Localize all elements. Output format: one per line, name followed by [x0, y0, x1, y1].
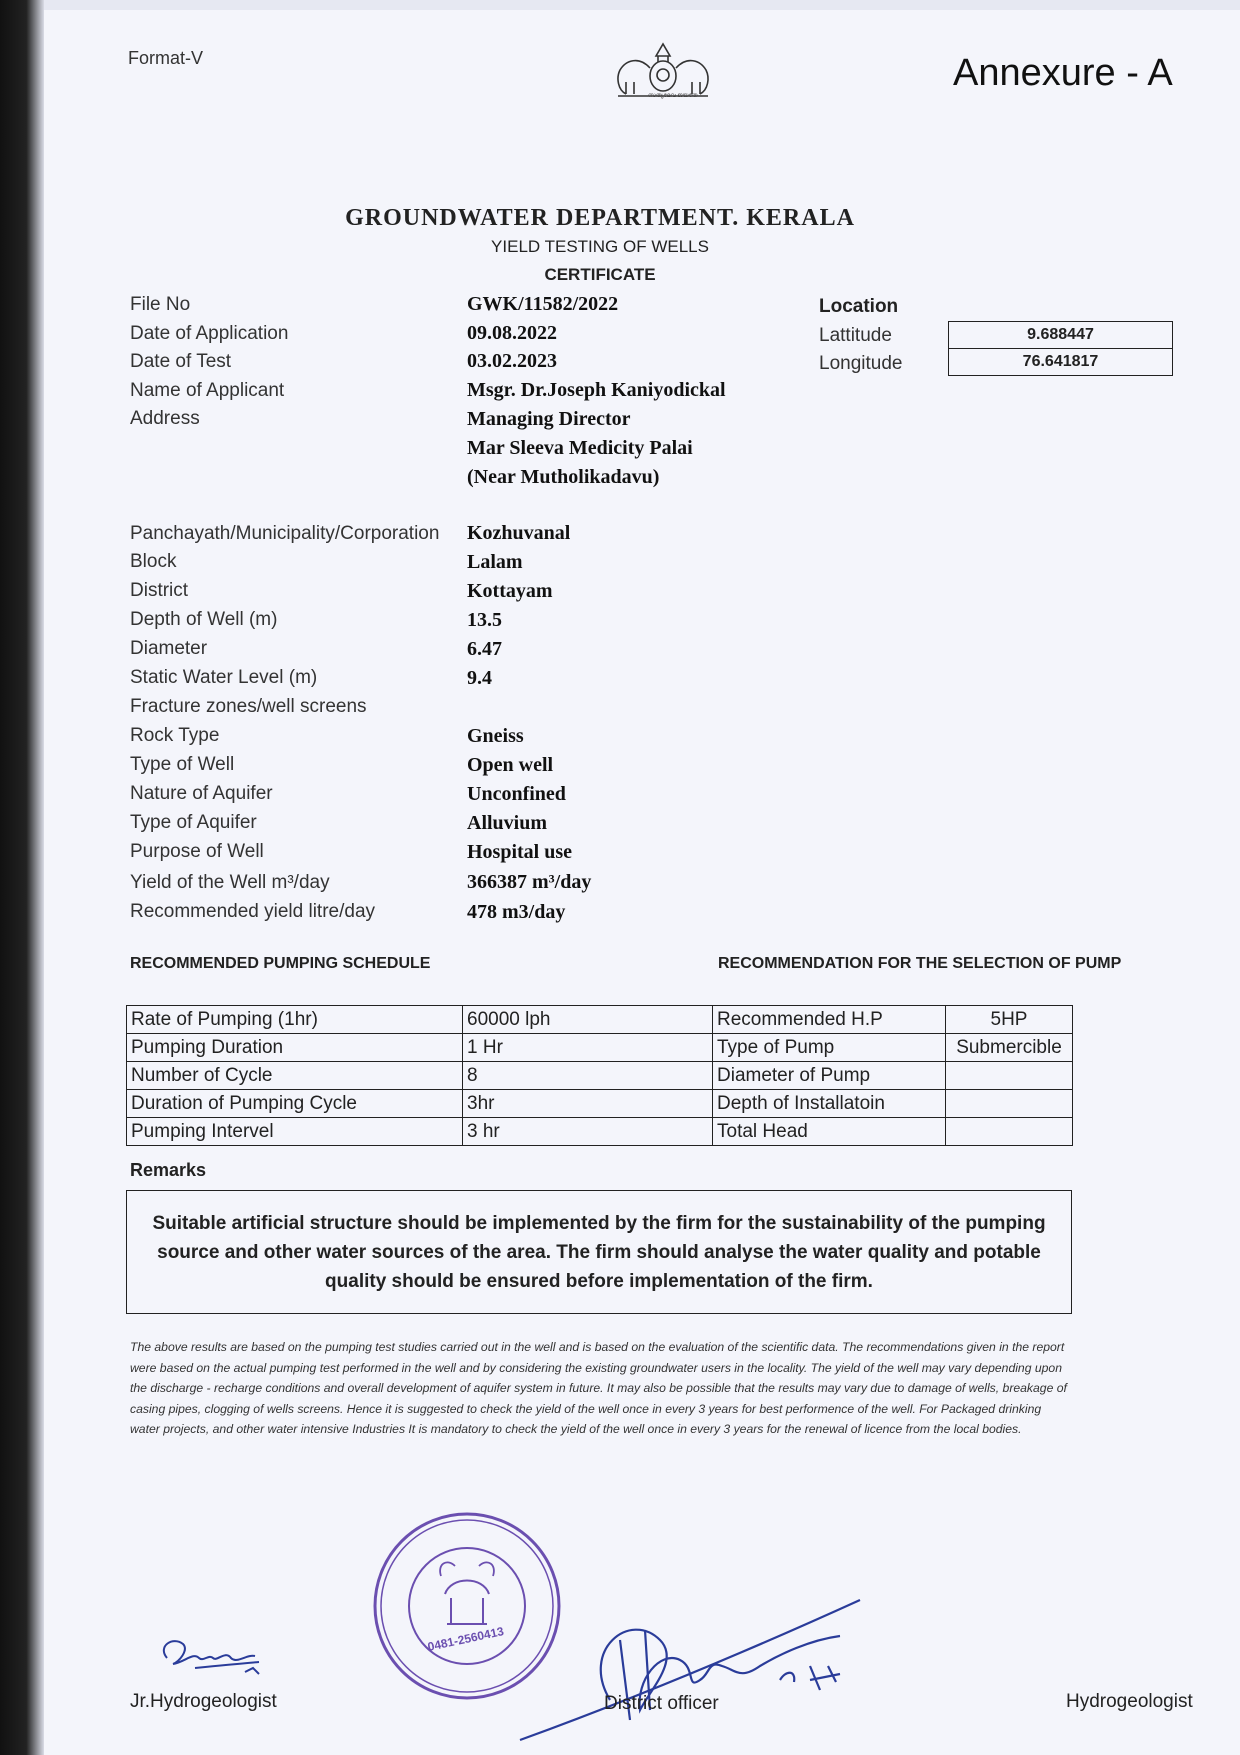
- applicant-name-label: Name of Applicant: [130, 380, 285, 401]
- static-water-level-value: 9.4: [467, 667, 492, 689]
- rock-type-value: Gneiss: [467, 725, 524, 747]
- table-row: [127, 1006, 1073, 1034]
- table-row: [127, 1034, 1073, 1062]
- aquifer-nature-label: Nature of Aquifer: [130, 783, 273, 804]
- fracture-zones-label: Fracture zones/well screens: [130, 696, 367, 717]
- pumping-schedule-heading: RECOMMENDED PUMPING SCHEDULE: [130, 955, 431, 972]
- static-water-level-label: Static Water Level (m): [130, 667, 318, 688]
- recommended-yield-value: 478 m3/day: [467, 901, 566, 923]
- format-label: Format-V: [128, 48, 204, 68]
- location-table: [948, 321, 1173, 376]
- pump-value: Submercible: [946, 1034, 1073, 1062]
- test-date-label: Date of Test: [130, 351, 232, 372]
- pump-label: Total Head: [713, 1118, 946, 1146]
- schedule-value: 1 Hr: [463, 1034, 713, 1062]
- scan-shadow-edge: [0, 0, 44, 1755]
- annexure-label: Annexure - A: [953, 52, 1173, 94]
- schedule-label: Pumping Duration: [127, 1034, 463, 1062]
- latitude-label: Lattitude: [819, 325, 892, 346]
- schedule-value: 60000 lph: [463, 1006, 713, 1034]
- panchayath-label: Panchayath/Municipality/Corporation: [130, 523, 440, 544]
- pump-value: [946, 1062, 1073, 1090]
- kerala-emblem-icon: [604, 38, 722, 104]
- address-line-1: Managing Director: [467, 408, 631, 430]
- diameter-label: Diameter: [130, 638, 208, 659]
- jr-hydrogeologist-label: Jr.Hydrogeologist: [130, 1691, 277, 1712]
- file-no-label: File No: [130, 294, 191, 315]
- pump-value: 5HP: [946, 1006, 1073, 1034]
- footnote-disclaimer: The above results are based on the pumping test studies carried out in the well and is based on the evaluation of the scientific data. The recommendations given in the report were based on the actual pumping test performed in the well and by considering the existing groundwater users in the locality. The yield of the well may vary depending upon the discharge - recharge conditions and overall development of aquifer system in future. It may also be possible that the results may vary due to damage of wells, breakage of casing pipes, clogging of wells screens. Hence it is suggested to check the yield of the well once in every 3 years for best performence of the well. For Packaged drinking water projects, and other water intensive Industries It is mandatory to check the yield of the well once in every 3 years for the renewal of licence from the local bodies.: [130, 1340, 1067, 1436]
- schedule-value: 3hr: [463, 1090, 713, 1118]
- well-depth-value: 13.5: [467, 609, 502, 631]
- emblem-motto: സത്യമേവ ജയതേ: [648, 93, 698, 99]
- rock-type-label: Rock Type: [130, 725, 220, 746]
- stamp-phone: 0481-2560413: [426, 1624, 506, 1654]
- application-date-value: 09.08.2022: [467, 322, 557, 344]
- district-officer-label: District officer: [604, 1693, 719, 1714]
- longitude-value: 76.641817: [949, 349, 1173, 376]
- file-no-value: GWK/11582/2022: [467, 293, 619, 315]
- district-officer-signature: [510, 1570, 890, 1750]
- longitude-label: Longitude: [819, 353, 903, 374]
- pump-value: [946, 1090, 1073, 1118]
- certificate-heading: CERTIFICATE: [544, 265, 656, 284]
- well-yield-value: 366387 m³/day: [467, 871, 592, 893]
- latitude-value: 9.688447: [949, 322, 1173, 349]
- well-purpose-label: Purpose of Well: [130, 841, 264, 862]
- panchayath-value: Kozhuvanal: [467, 522, 571, 544]
- department-title: GROUNDWATER DEPARTMENT. KERALA: [345, 205, 855, 231]
- schedule-label: Rate of Pumping (1hr): [127, 1006, 463, 1034]
- well-type-value: Open well: [467, 754, 554, 776]
- address-label: Address: [130, 408, 200, 429]
- schedule-label: Pumping Intervel: [127, 1118, 463, 1146]
- well-yield-label: Yield of the Well m³/day: [130, 872, 330, 893]
- pump-label: Depth of Installatoin: [713, 1090, 946, 1118]
- schedule-label: Number of Cycle: [127, 1062, 463, 1090]
- hydrogeologist-label: Hydrogeologist: [1066, 1691, 1193, 1712]
- well-type-label: Type of Well: [130, 754, 235, 775]
- pump-label: Diameter of Pump: [713, 1062, 946, 1090]
- remarks-text: Suitable artificial structure should be implemented by the firm for the sustainability of the pumping source and other water sources of the area. The firm should analyse the water quality and potable quality should be ensured before implementation of the firm.: [152, 1212, 1046, 1292]
- applicant-name-value: Msgr. Dr.Joseph Kaniyodickal: [467, 379, 726, 401]
- table-row: [127, 1118, 1073, 1146]
- pump-value: [946, 1118, 1073, 1146]
- application-date-label: Date of Application: [130, 323, 289, 344]
- address-line-3: (Near Mutholikadavu): [467, 466, 660, 488]
- table-row: [127, 1062, 1073, 1090]
- diameter-value: 6.47: [467, 638, 502, 660]
- schedule-label: Duration of Pumping Cycle: [127, 1090, 463, 1118]
- test-date-value: 03.02.2023: [467, 350, 557, 372]
- certificate-subtitle: YIELD TESTING OF WELLS: [491, 237, 709, 256]
- pumping-schedule-table: [126, 1005, 1073, 1146]
- address-line-2: Mar Sleeva Medicity Palai: [467, 437, 693, 459]
- pump-selection-heading: RECOMMENDATION FOR THE SELECTION OF PUMP: [718, 955, 1122, 972]
- pump-label: Recommended H.P: [713, 1006, 946, 1034]
- block-value: Lalam: [467, 551, 523, 573]
- district-label: District: [130, 580, 189, 601]
- block-label: Block: [130, 551, 177, 572]
- location-heading: Location: [819, 296, 899, 317]
- schedule-value: 8: [463, 1062, 713, 1090]
- aquifer-type-label: Type of Aquifer: [130, 812, 257, 833]
- well-depth-label: Depth of Well (m): [130, 609, 278, 630]
- aquifer-nature-value: Unconfined: [467, 783, 566, 805]
- recommended-yield-label: Recommended yield litre/day: [130, 901, 376, 922]
- jr-hydrogeologist-signature: [155, 1628, 275, 1683]
- well-purpose-value: Hospital use: [467, 841, 573, 863]
- schedule-value: 3 hr: [463, 1118, 713, 1146]
- district-value: Kottayam: [467, 580, 553, 602]
- remarks-heading: Remarks: [130, 1160, 207, 1180]
- table-row: [127, 1090, 1073, 1118]
- aquifer-type-value: Alluvium: [467, 812, 548, 834]
- remarks-box: [126, 1190, 1072, 1314]
- pump-label: Type of Pump: [713, 1034, 946, 1062]
